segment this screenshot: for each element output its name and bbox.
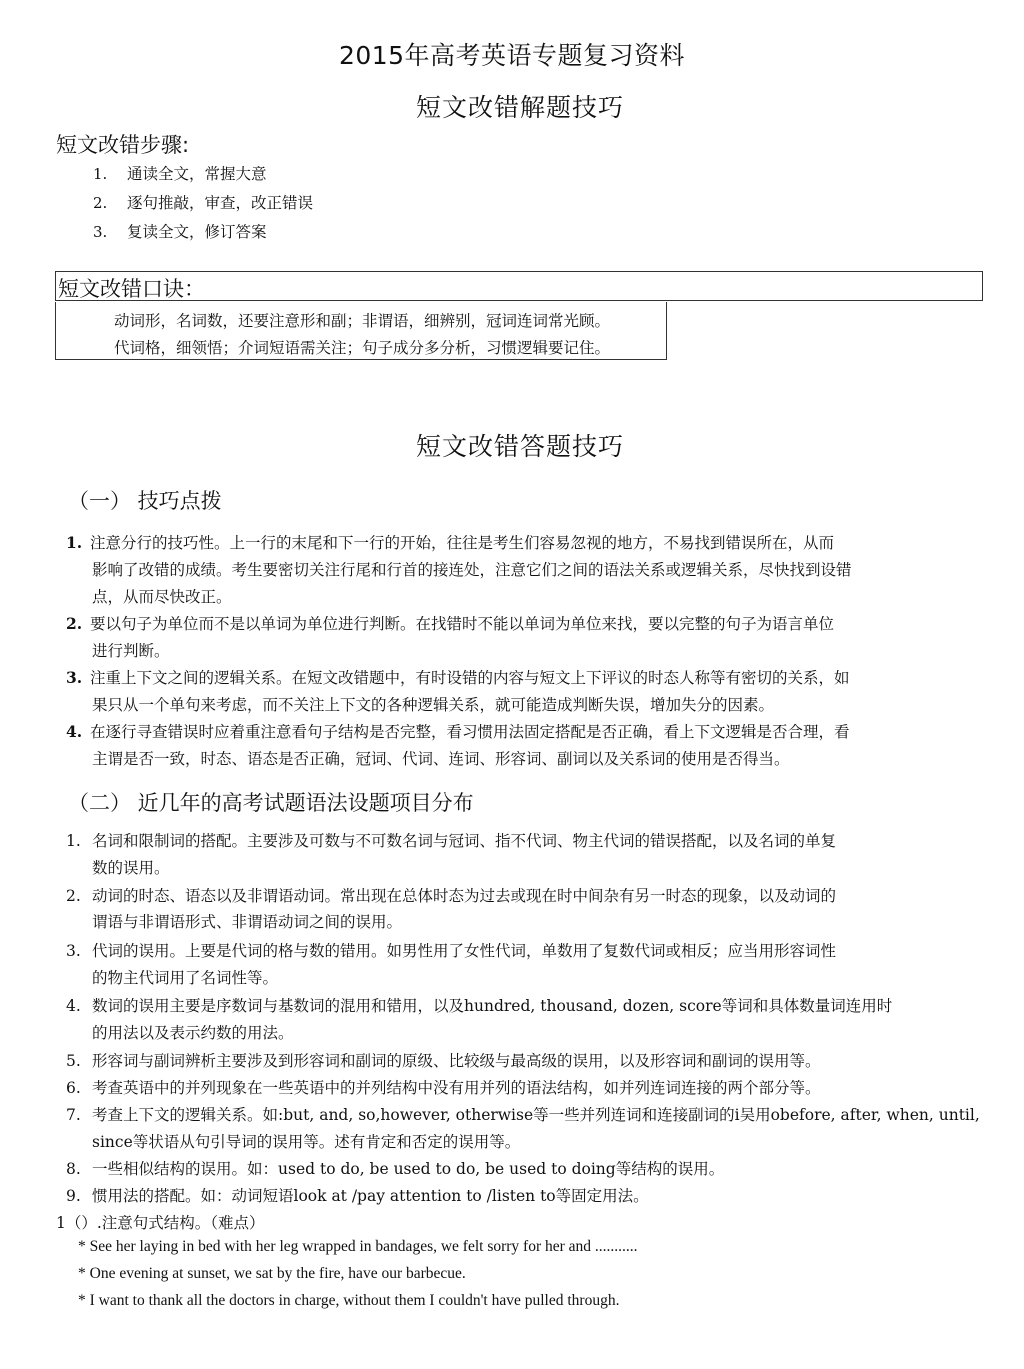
grammar-line: 谓语与非谓语形式、非谓语动词之间的误用。 xyxy=(92,913,403,931)
tip-line: 影响了改错的成绩。考生要密切关注行尾和行首的接连处，注意它们之间的语法关系或逻辑关系，尽快找到设错 xyxy=(92,561,852,579)
rhyme-line-2: 代词格，细领悟；介词短语需关注；句子成分多分析，习惯逻辑要记住。 xyxy=(114,339,611,357)
grammar-line: 名词和限制词的搭配。主要涉及可数与不可数名词与冠词、指不代词、物主代词的错误搭配，以及名词的单复 xyxy=(92,832,837,850)
step-text: 复读全文，修订答案 xyxy=(127,223,267,241)
grammar-number: 3. xyxy=(66,942,81,960)
grammar-number: 4. xyxy=(66,997,81,1015)
step-item xyxy=(93,162,267,184)
tip-line: 要以句子为单位而不是以单词为单位进行判断。在找错时不能以单词为单位来找，要以完整的句子为语言单位 xyxy=(90,615,835,633)
part2-heading: （二） 近几年的高考试题语法设题项目分布 xyxy=(68,791,474,815)
tip-line: 进行判断。 xyxy=(92,642,170,660)
grammar-item xyxy=(66,829,836,851)
grammar-item xyxy=(66,994,892,1016)
grammar-line: 惯用法的搭配。如：动词短语look at /pay attention to /listen to等固定用法。 xyxy=(92,1187,649,1205)
grammar-item xyxy=(66,884,836,906)
grammar-line: 形容词与副词辨析主要涉及到形容词和副词的原级、比较级与最高级的误用，以及形容词和副词的误用等。 xyxy=(92,1052,821,1070)
tip-line: 点，从而尽快改正。 xyxy=(92,588,232,606)
document-subtitle: 短文改错解题技巧 xyxy=(415,93,624,122)
tip-number: 4. xyxy=(66,722,83,741)
tip-item xyxy=(66,666,850,688)
tip-line: 主谓是否一致，时态、语态是否正确，冠词、代词、连词、形容词、副词以及关系词的使用是否得当。 xyxy=(92,750,790,768)
tip-line: 注意分行的技巧性。上一行的末尾和下一行的开始，往往是考生们容易忽视的地方，不易找到错误所在，从而 xyxy=(90,534,835,552)
grammar-line: 数词的误用主要是序数词与基数词的混用和错用，以及hundred, thousand, dozen, score等词和具体数量词连用时 xyxy=(92,997,893,1015)
rhyme-heading: 短文改错口诀： xyxy=(58,277,205,301)
grammar-number: 7. xyxy=(66,1106,81,1124)
grammar-item xyxy=(66,1184,649,1206)
rhyme-line-1: 动词形，名词数，还要注意形和副；非谓语，细辨别，冠词连词常光顾。 xyxy=(114,312,611,330)
grammar-line: 的物主代词用了名词性等。 xyxy=(92,969,279,987)
grammar-item xyxy=(66,1157,724,1179)
grammar-number: 5. xyxy=(66,1052,81,1070)
tip-line: 果只从一个单句来考虑，而不关注上下文的各种逻辑关系，就可能造成判断失误，增加失分的因素。 xyxy=(92,696,775,714)
part3-heading: 1（）.注意句式结构。（难点） xyxy=(56,1214,265,1232)
example-sentence: * See her laying in bed with her leg wrapped in bandages, we felt sorry for her and ........... xyxy=(78,1238,638,1255)
grammar-line: 考查英语中的并列现象在一些英语中的并列结构中没有用并列的语法结构，如并列连词连接的两个部分等。 xyxy=(92,1079,821,1097)
example-sentence: * I want to thank all the doctors in charge, without them I couldn't have pulled through. xyxy=(78,1292,620,1309)
grammar-item xyxy=(66,1103,980,1125)
steps-heading: 短文改错步骤: xyxy=(56,133,190,157)
grammar-line: 一些相似结构的误用。如：used to do, be used to do, be used to doing等结构的误用。 xyxy=(92,1160,725,1178)
example-sentence: * One evening at sunset, we sat by the fire, have our barbecue. xyxy=(78,1265,466,1282)
tip-item xyxy=(66,720,850,742)
rhyme-heading-box xyxy=(55,271,983,301)
part1-heading: （一） 技巧点拨 xyxy=(68,489,222,513)
section-title: 短文改错答题技巧 xyxy=(415,432,624,461)
step-text: 逐句推敲，审查，改正错误 xyxy=(127,194,314,212)
tip-number: 3. xyxy=(66,668,83,687)
grammar-line: 考查上下文的逻辑关系。如:but, and, so,however, otherwise等一些并列连词和连接副词的i吴用obefore, after, when, until, xyxy=(92,1106,980,1124)
grammar-line: 动词的时态、语态以及非谓语动词。常出现在总体时态为过去或现在时中间杂有另一时态的现象，以及动词的 xyxy=(92,887,837,905)
tip-number: 1. xyxy=(66,533,83,552)
grammar-item xyxy=(66,939,836,961)
step-number: 3. xyxy=(93,223,108,241)
tip-line: 在逐行寻查错误时应着重注意看句子结构是否完整，看习惯用法固定搭配是否正确，看上下文逻辑是否合理，看 xyxy=(90,723,850,741)
grammar-item xyxy=(66,1049,821,1071)
tip-item xyxy=(66,531,834,553)
grammar-number: 8. xyxy=(66,1160,81,1178)
tip-item xyxy=(66,612,834,634)
grammar-number: 2. xyxy=(66,887,81,905)
grammar-line: 数的误用。 xyxy=(92,859,170,877)
tip-line: 注重上下文之间的逻辑关系。在短文改错题中，有时设错的内容与短文上下评议的时态人称等有密切的关系，如 xyxy=(90,669,850,687)
step-item xyxy=(93,191,313,213)
step-number: 1. xyxy=(93,165,108,183)
step-item xyxy=(93,220,267,242)
step-text: 通读全文，常握大意 xyxy=(127,165,267,183)
grammar-number: 6. xyxy=(66,1079,81,1097)
grammar-line: 的用法以及表示约数的用法。 xyxy=(92,1024,294,1042)
document-title: 2015年高考英语专题复习资料 xyxy=(338,41,686,70)
rhyme-content-box xyxy=(55,302,667,360)
grammar-line: since等状语从句引导词的误用等。述有肯定和否定的误用等。 xyxy=(92,1133,521,1151)
grammar-line: 代词的误用。上要是代词的格与数的错用。如男性用了女性代词，单数用了复数代词或相反；应当用形容词性 xyxy=(92,942,837,960)
tip-number: 2. xyxy=(66,614,83,633)
grammar-item xyxy=(66,1076,821,1098)
step-number: 2. xyxy=(93,194,108,212)
grammar-number: 1. xyxy=(66,832,81,850)
grammar-number: 9. xyxy=(66,1187,81,1205)
